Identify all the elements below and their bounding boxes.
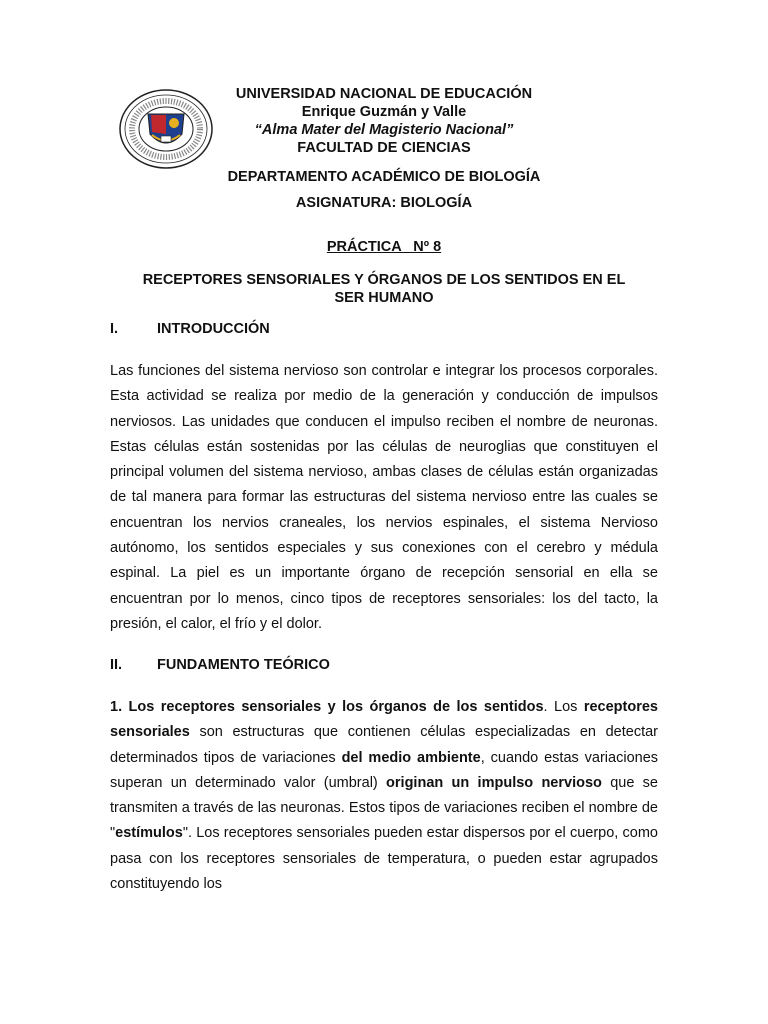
subject-name: ASIGNATURA: BIOLOGÍA (295, 195, 473, 211)
title-line-2: SER HUMANO (334, 290, 434, 306)
section-number: II. (110, 657, 123, 673)
department-name: DEPARTAMENTO ACADÉMICO DE BIOLOGÍA (227, 169, 541, 185)
text-run: , cuando estas variaciones superan un determinado valor (umbral) (110, 749, 659, 791)
bold-term: originan un impulso nervioso (386, 774, 602, 791)
faculty-name: FACULTAD DE CIENCIAS (297, 140, 471, 156)
title-line-1: RECEPTORES SENSORIALES Y ÓRGANOS DE LOS SENTIDOS EN EL (142, 272, 626, 288)
section-title: INTRODUCCIÓN (157, 321, 270, 337)
document-title (110, 271, 658, 307)
fundamento-paragraph (110, 695, 658, 897)
text-run: son estructuras que contienen células especializadas en detectar determinados tipos de variaciones (110, 724, 658, 766)
bold-term: del medio ambiente (341, 749, 481, 766)
subsection-title: 1. Los receptores sensoriales y los órganos de los sentidos (110, 699, 544, 715)
practice-number: PRÁCTICA Nº 8 (326, 239, 442, 255)
university-header (200, 85, 568, 157)
university-name: UNIVERSIDAD NACIONAL DE EDUCACIÓN (235, 86, 533, 102)
text-run: . Los (543, 699, 584, 715)
text-run: que se transmiten a través de las neuronas. Estos tipos de variaciones reciben el nombre de " (110, 774, 658, 842)
section-heading-introduccion (110, 321, 270, 337)
section-heading-fundamento (110, 657, 330, 673)
bold-term: receptores sensoriales (110, 699, 658, 741)
section-number: I. (110, 321, 119, 337)
university-patron: Enrique Guzmán y Valle (301, 104, 467, 120)
section-title: FUNDAMENTO TEÓRICO (157, 657, 330, 673)
text-run: ". Los receptores sensoriales pueden estar dispersos por el cuerpo, como pasa con los receptores sensoriales de temperatura, o pueden estar agrupados constituyendo los (110, 825, 658, 893)
bold-term: estímulos (115, 825, 183, 842)
university-motto: “Alma Mater del Magisterio Nacional” (254, 122, 514, 138)
introduction-paragraph: Las funciones del sistema nervioso son controlar e integrar los procesos corporales. Esta actividad se realiza por medio de la generación y conducción de impulsos nerviosos. Las unidades que conducen el impulso reciben el nombre de neuronas. Estas células están sostenidas por las células de neuroglias que constituyen el principal volumen del sistema nervioso, ambas clases de células están organizadas de tal manera para formar las estructuras del sistema nervioso entre las cuales se encuentran los nervios craneales, los nervios espinales, el sistema Nervioso autónomo, los sentidos especiales y sus conexiones con el cerebro y médula espinal. La piel es un importante órgano de recepción sensorial en ella se encuentran por lo menos, cinco tipos de receptores sensoriales: los del tacto, la presión, el calor, el frío y el dolor. (110, 363, 658, 632)
